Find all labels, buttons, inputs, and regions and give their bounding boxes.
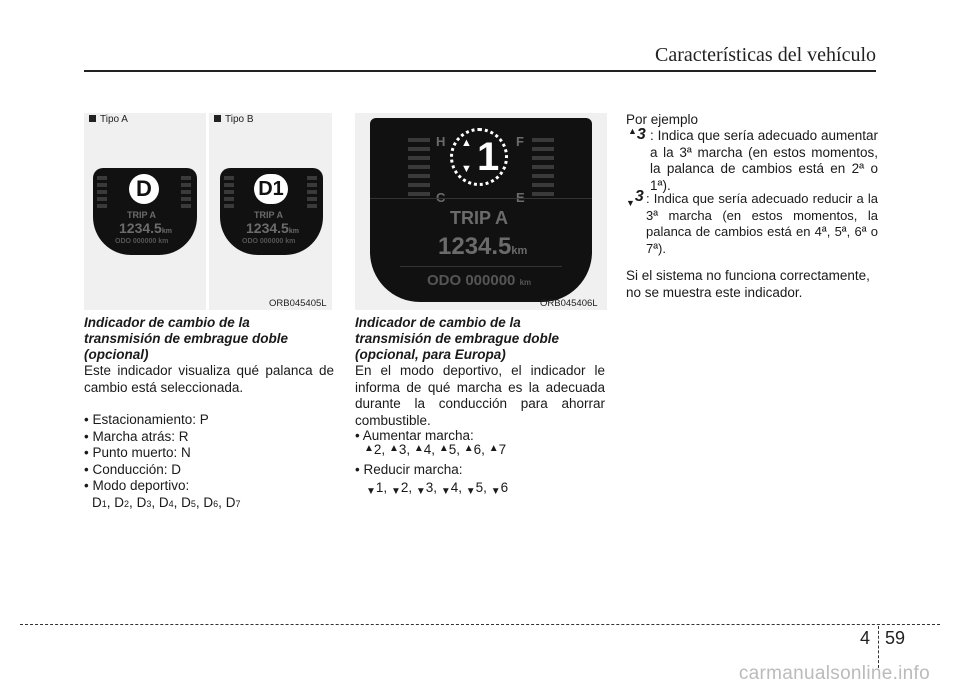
triangle-up-icon: ▲: [438, 443, 449, 454]
type-b-label: Tipo B: [214, 114, 254, 125]
list-item: • Marcha atrás: R: [84, 428, 189, 444]
list-item: • Punto muerto: N: [84, 445, 191, 460]
col2-up-gears: ▲2, ▲3, ▲4, ▲5, ▲6, ▲7: [364, 442, 507, 457]
col2-up-label: • Aumentar marcha:: [355, 428, 474, 443]
up-example: : Indica que sería adecuado aumentar a la 3ª marcha (en estos momentos, la palanca de cambios está en 2ª o 1ª).: [650, 128, 878, 193]
divider: [400, 266, 562, 267]
gear-indicator: D: [129, 174, 159, 204]
shift-up-3-icon: ▲3: [628, 126, 646, 143]
triangle-down-icon: ▼: [461, 163, 472, 175]
triangle-down-icon: ▼: [440, 486, 451, 497]
trip-label: TRIP A: [450, 208, 509, 228]
watermark: carmanualsonline.info: [738, 663, 930, 684]
trip-value: 1234.5km: [119, 220, 172, 236]
trip-label: TRIP A: [127, 210, 157, 220]
sport-gears: D1, D2, D3, D4, D5, D6, D7: [92, 494, 241, 510]
trip-value: 1234.5km: [438, 233, 528, 260]
odometer: ODO 000000 km: [427, 272, 532, 289]
left-gauge-bars: [408, 138, 430, 196]
figure1-code: ORB045405L: [269, 298, 327, 309]
triangle-down-icon: ▼: [390, 486, 401, 497]
temp-h-label: H: [436, 134, 446, 149]
triangle-up-icon: ▲: [461, 137, 472, 149]
right-gauge-bars: [181, 176, 191, 208]
triangle-up-icon: ▲: [413, 443, 424, 454]
type-a-label: Tipo A: [89, 114, 128, 125]
page-number: 59: [885, 628, 906, 648]
cluster-panel-b: [220, 168, 323, 255]
col2-down-label: • Reducir marcha:: [355, 462, 463, 477]
triangle-up-icon: ▲: [388, 443, 399, 454]
col2-heading: Indicador de cambio de la transmisión de embrague doble (opcional, para Europa): [355, 315, 560, 362]
section-title: Características del vehículo: [654, 44, 876, 66]
chapter-number: 4: [860, 628, 871, 648]
triangle-down-icon: ▼: [415, 486, 426, 497]
right-gauge-bars: [532, 138, 554, 196]
footer-rule: [20, 624, 940, 625]
triangle-down-icon: ▼: [465, 486, 476, 497]
divider: [370, 198, 592, 199]
col1-paragraph: Este indicador visualiza qué palanca de cambio está seleccionada.: [84, 363, 334, 395]
col2-paragraph: En el modo deportivo, el indicador le informa de qué marcha es la adecuada durante la conducción para ahorrar combustible.: [355, 363, 605, 428]
fuel-f-label: F: [516, 134, 524, 149]
list-item: • Modo deportivo:: [84, 478, 190, 493]
col1-heading: Indicador de cambio de la transmisión de embrague doble (opcional): [84, 315, 289, 362]
square-bullet-icon: [89, 115, 96, 122]
square-bullet-icon: [214, 115, 221, 122]
down-example: : Indica que sería adecuado reducir a la 3ª marcha (en estos momentos, la palanca de cambios está en 4ª, 5ª, 6ª o 7ª).: [646, 191, 878, 256]
cluster-panel-europe: [370, 118, 592, 302]
triangle-down-icon: ▼: [366, 486, 376, 497]
cluster-panel-a: [93, 168, 197, 255]
odometer: ODO 000000 km: [115, 238, 169, 245]
col1-list: [84, 412, 334, 512]
shift-up-indicator: ▲ ▼ 1: [450, 128, 508, 186]
page-separator: [878, 626, 879, 668]
figure2-code: ORB045406L: [540, 298, 598, 309]
left-gauge-bars: [224, 176, 234, 208]
list-item: • Conducción: D: [84, 461, 182, 477]
header-rule: [84, 70, 876, 72]
left-gauge-bars: [97, 176, 107, 208]
col2-down-gears: ▼1, ▼2, ▼3, ▼4, ▼5, ▼6: [366, 480, 509, 497]
odometer: ODO 000000 km: [242, 238, 296, 245]
triangle-up-icon: ▲: [463, 443, 474, 454]
trip-label: TRIP A: [254, 210, 284, 220]
triangle-up-icon: ▲: [488, 443, 499, 454]
note: Si el sistema no funciona correctamente, no se muestra este indicador.: [626, 268, 870, 300]
shift-down-3-icon: ▼3: [626, 188, 644, 208]
list-item: • Estacionamiento: P: [84, 412, 209, 427]
trip-value: 1234.5km: [246, 220, 299, 236]
triangle-up-icon: ▲: [364, 443, 374, 454]
triangle-down-icon: ▼: [490, 486, 501, 497]
example-title: Por ejemplo: [626, 112, 699, 127]
right-gauge-bars: [307, 176, 317, 208]
gear-indicator: D1: [254, 174, 288, 204]
